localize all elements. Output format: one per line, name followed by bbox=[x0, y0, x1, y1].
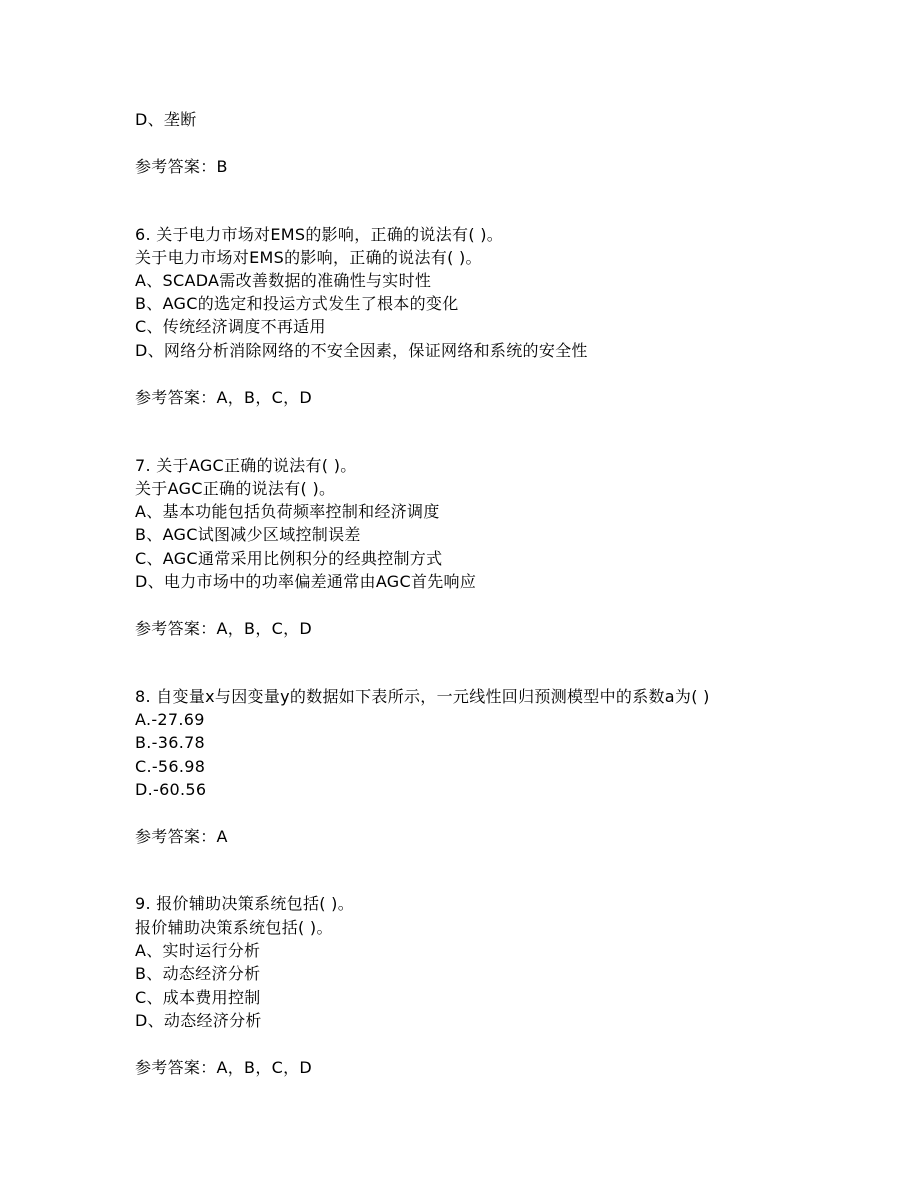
question-8-answer: 参考答案：A bbox=[135, 827, 228, 846]
answer-line: 参考答案：B bbox=[135, 157, 228, 176]
question-6-heading: 6. 关于电力市场对EMS的影响，正确的说法有( )。 bbox=[135, 225, 504, 244]
question-8-option-a: A.-27.69 bbox=[135, 710, 205, 729]
question-8-heading: 8. 自变量x与因变量y的数据如下表所示，一元线性回归预测模型中的系数a为( ) bbox=[135, 687, 710, 706]
question-7-stem: 关于AGC正确的说法有( )。 bbox=[135, 479, 336, 498]
question-9-heading: 9. 报价辅助决策系统包括( )。 bbox=[135, 894, 355, 913]
question-9-option-a: A、实时运行分析 bbox=[135, 941, 261, 960]
question-6-option-b: B、AGC的选定和投运方式发生了根本的变化 bbox=[135, 294, 459, 313]
question-6-option-d: D、网络分析消除网络的不安全因素，保证网络和系统的安全性 bbox=[135, 341, 588, 360]
question-8-option-d: D.-60.56 bbox=[135, 780, 207, 799]
question-9-stem: 报价辅助决策系统包括( )。 bbox=[135, 918, 333, 937]
question-8-option-c: C.-56.98 bbox=[135, 757, 206, 776]
question-8-option-b: B.-36.78 bbox=[135, 733, 206, 752]
question-9-option-c: C、成本费用控制 bbox=[135, 988, 261, 1007]
question-6-stem: 关于电力市场对EMS的影响，正确的说法有( )。 bbox=[135, 248, 482, 267]
question-6-answer: 参考答案：A，B，C，D bbox=[135, 388, 313, 407]
question-7-option-a: A、基本功能包括负荷频率控制和经济调度 bbox=[135, 502, 440, 521]
question-7-answer: 参考答案：A，B，C，D bbox=[135, 619, 313, 638]
question-6-option-c: C、传统经济调度不再适用 bbox=[135, 317, 326, 336]
option-d: D、垄断 bbox=[135, 110, 197, 129]
question-7-option-d: D、电力市场中的功率偏差通常由AGC首先响应 bbox=[135, 572, 477, 591]
question-7-option-b: B、AGC试图减少区域控制误差 bbox=[135, 525, 361, 544]
question-9-option-b: B、动态经济分析 bbox=[135, 964, 261, 983]
question-6-option-a: A、SCADA需改善数据的准确性与实时性 bbox=[135, 271, 432, 290]
question-7-heading: 7. 关于AGC正确的说法有( )。 bbox=[135, 456, 357, 475]
question-9-answer: 参考答案：A，B，C，D bbox=[135, 1058, 313, 1077]
question-9-option-d: D、动态经济分析 bbox=[135, 1011, 262, 1030]
question-7-option-c: C、AGC通常采用比例积分的经典控制方式 bbox=[135, 549, 443, 568]
